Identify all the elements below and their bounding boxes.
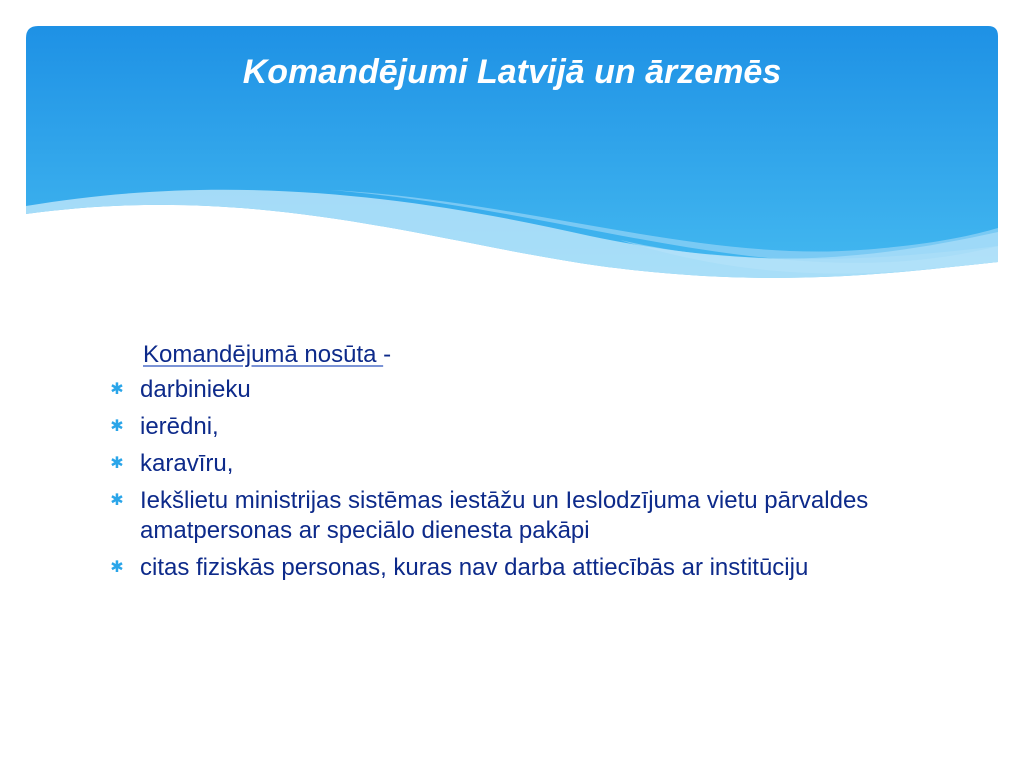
list-item-text: Iekšlietu ministrijas sistēmas iestāžu un Ieslodzījuma vietu pārvaldes amatpersonas ar speciālo dienesta pakāpi xyxy=(140,487,869,544)
asterisk-bullet-icon: ✱ xyxy=(110,559,124,576)
header-wave-graphic xyxy=(0,0,1024,300)
content-area xyxy=(108,340,928,590)
list-item-text: karavīru, xyxy=(140,450,234,477)
bullet-list xyxy=(108,375,928,583)
asterisk-bullet-icon: ✱ xyxy=(110,492,124,509)
asterisk-bullet-icon: ✱ xyxy=(110,418,124,435)
intro-link[interactable]: Komandējumā nosūta xyxy=(143,341,384,368)
asterisk-bullet-icon: ✱ xyxy=(110,381,124,398)
list-item xyxy=(108,412,928,442)
slide-title: Komandējumi Latvijā un ārzemēs xyxy=(242,53,782,91)
list-item xyxy=(108,553,928,583)
list-item xyxy=(108,375,928,405)
list-item-text: citas fiziskās personas, kuras nav darba attiecībās ar institūciju xyxy=(140,554,809,581)
intro-suffix: - xyxy=(383,341,392,368)
asterisk-bullet-icon: ✱ xyxy=(110,455,124,472)
list-item xyxy=(108,486,928,546)
list-item-text: ierēdni, xyxy=(140,413,219,440)
list-item xyxy=(108,449,928,479)
list-item-text: darbinieku xyxy=(140,376,251,403)
intro-line xyxy=(108,340,928,370)
